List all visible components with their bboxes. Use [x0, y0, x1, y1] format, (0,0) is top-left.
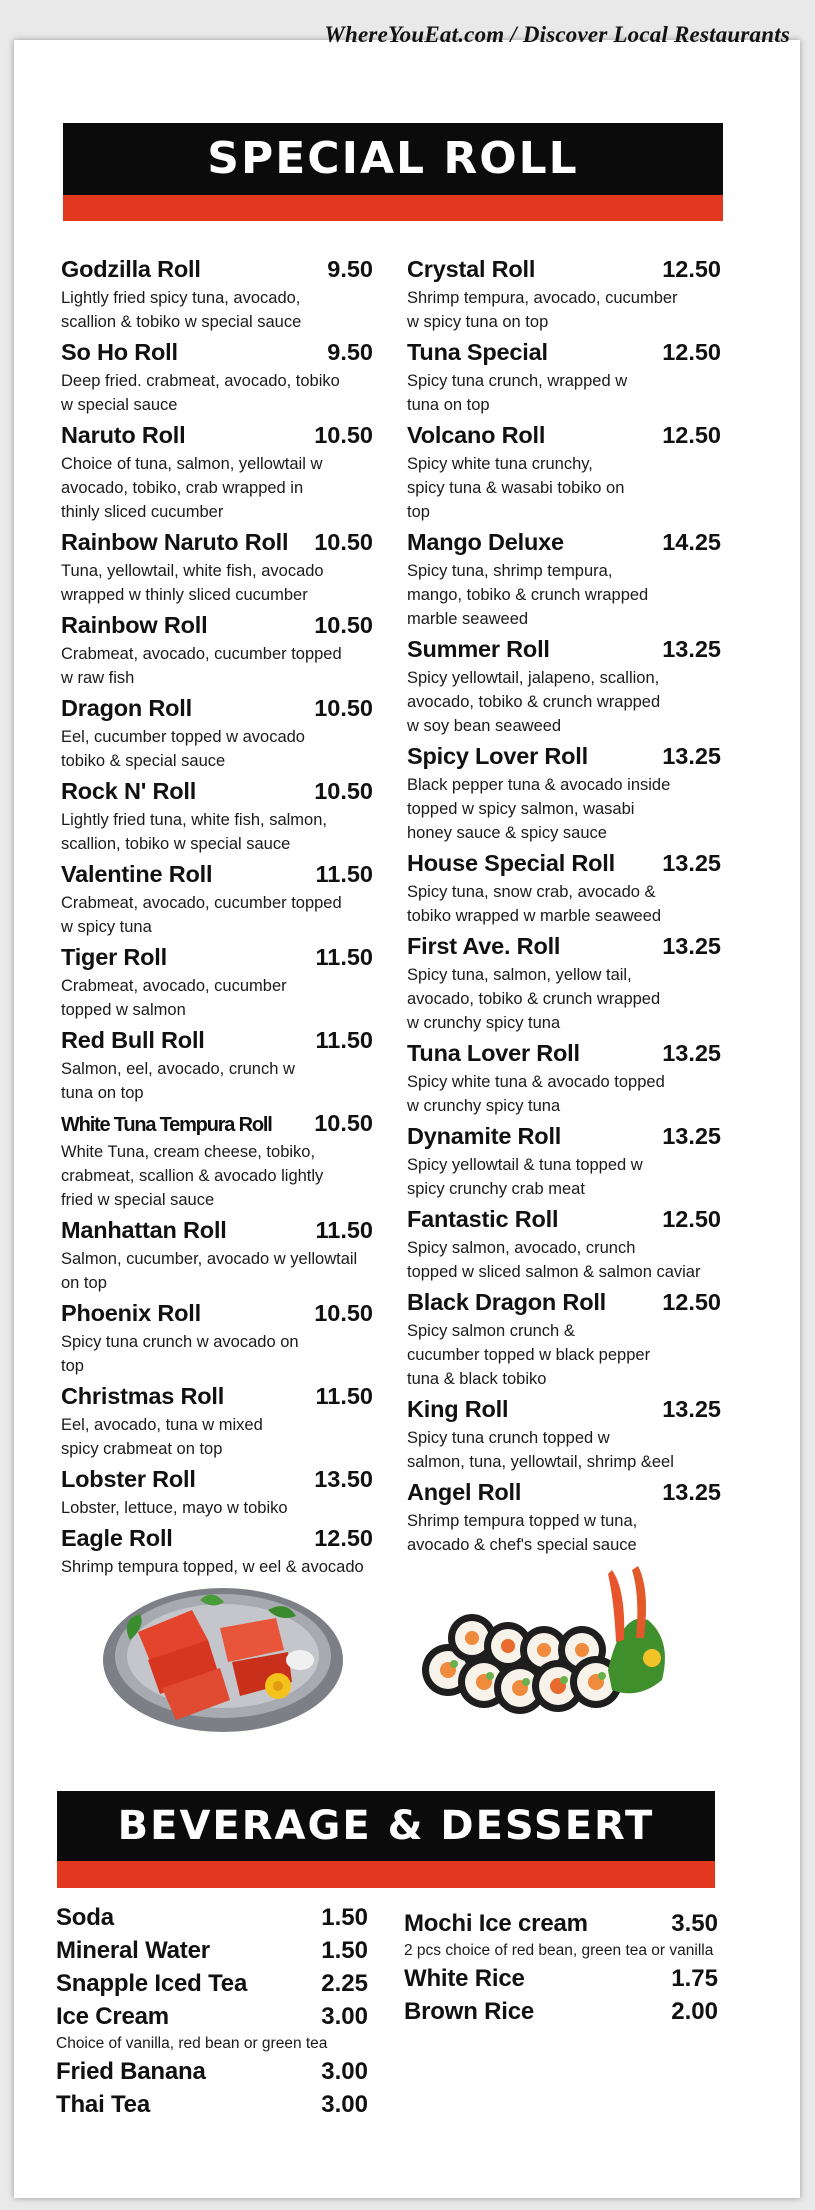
- item-description: cucumber topped w black pepper: [407, 1346, 651, 1364]
- menu-item-row: [56, 1901, 368, 1934]
- item-price: 3.00: [321, 2058, 368, 2085]
- item-description: crabmeat, scallion & avocado lightly: [61, 1167, 324, 1185]
- item-description: salmon, tuna, yellowtail, shrimp &eel: [407, 1453, 674, 1471]
- item-description: top: [61, 1357, 84, 1375]
- item-name: Angel Roll: [407, 1479, 522, 1505]
- item-name: Rock N' Roll: [61, 778, 197, 804]
- item-price: 13.25: [662, 636, 721, 662]
- menu-item: [61, 691, 373, 773]
- menu-item: [61, 857, 373, 939]
- menu-item: [407, 1202, 721, 1284]
- menu-item: [407, 1475, 721, 1557]
- menu-item-row: [61, 857, 373, 891]
- menu-item: [61, 1023, 373, 1105]
- menu-item-row: [61, 1023, 373, 1057]
- item-description: Spicy salmon, avocado, crunch: [407, 1239, 636, 1257]
- item-price: 11.50: [315, 861, 373, 887]
- menu-item-row: [61, 1462, 373, 1496]
- item-description: Lightly fried tuna, white fish, salmon,: [61, 811, 327, 829]
- item-name: White Tuna Tempura Roll: [61, 1114, 272, 1136]
- menu-item: [407, 739, 721, 845]
- menu-item-row: [61, 691, 373, 725]
- item-price: 3.00: [321, 2091, 368, 2118]
- item-name: Thai Tea: [56, 2091, 150, 2118]
- special-roll-title: SPECIAL ROLL: [63, 123, 723, 195]
- item-description: Salmon, eel, avocado, crunch w: [61, 1060, 295, 1078]
- item-name: Mineral Water: [56, 1937, 210, 1964]
- item-description: Lightly fried spicy tuna, avocado,: [61, 289, 301, 307]
- menu-item-row: [407, 846, 721, 880]
- menu-item-row: [404, 1995, 718, 2028]
- item-name: Brown Rice: [404, 1998, 535, 2025]
- item-description: Shrimp tempura topped w tuna,: [407, 1512, 638, 1530]
- item-price: 12.50: [662, 339, 721, 365]
- item-price: 10.50: [314, 1110, 373, 1136]
- item-price: 10.50: [314, 1300, 373, 1326]
- menu-item-row: [407, 1202, 721, 1236]
- menu-item-row: [407, 1119, 721, 1153]
- item-name: Black Dragon Roll: [407, 1289, 607, 1315]
- menu-item-row: [407, 929, 721, 963]
- menu-item: [407, 929, 721, 1035]
- menu-item-row: [407, 739, 721, 773]
- item-price: 1.50: [321, 1904, 368, 1931]
- menu-item: [407, 1392, 721, 1474]
- item-description: Shrimp tempura, avocado, cucumber: [407, 289, 678, 307]
- menu-item: [61, 252, 373, 334]
- menu-item: [404, 1907, 718, 1962]
- menu-item: [61, 1379, 373, 1461]
- item-description: w soy bean seaweed: [407, 717, 562, 735]
- menu-item-row: [61, 940, 373, 974]
- item-description: scallion & tobiko w special sauce: [61, 313, 302, 331]
- item-description: avocado & chef's special sauce: [407, 1536, 637, 1554]
- item-description: topped w spicy salmon, wasabi: [407, 800, 635, 818]
- item-description: Spicy salmon crunch &: [407, 1322, 575, 1340]
- item-price: 13.50: [314, 1466, 373, 1492]
- menu-item: [61, 1213, 373, 1295]
- menu-item: [56, 2000, 368, 2055]
- menu-item-row: [61, 418, 373, 452]
- menu-item-row: [56, 1967, 368, 2000]
- menu-item-row: [407, 335, 721, 369]
- item-name: Rainbow Roll: [61, 612, 208, 638]
- item-description: Spicy white tuna crunchy,: [407, 455, 593, 473]
- item-name: Valentine Roll: [61, 861, 213, 887]
- beverage-stripe: [57, 1861, 715, 1888]
- item-description: Spicy tuna, shrimp tempura,: [407, 562, 613, 580]
- item-price: 11.50: [315, 944, 373, 970]
- item-description: Spicy tuna crunch, wrapped w: [407, 372, 628, 390]
- menu-item: [61, 418, 373, 524]
- item-price: 12.50: [662, 256, 721, 282]
- item-description: tuna & black tobiko: [407, 1370, 547, 1388]
- item-name: Red Bull Roll: [61, 1027, 205, 1053]
- item-price: 2.25: [321, 1970, 368, 1997]
- item-price: 3.00: [321, 2003, 368, 2030]
- item-price: 11.50: [315, 1027, 373, 1053]
- item-price: 13.25: [662, 933, 721, 959]
- beverage-left-column: [56, 1901, 368, 2121]
- menu-item-row: [61, 774, 373, 808]
- item-description: spicy tuna & wasabi tobiko on: [407, 479, 625, 497]
- item-name: Tuna Special: [407, 339, 548, 365]
- menu-item: [56, 1967, 368, 2000]
- menu-item-row: [404, 1907, 718, 1940]
- item-description: Tuna, yellowtail, white fish, avocado: [61, 562, 324, 580]
- item-description: thinly sliced cucumber: [61, 503, 224, 521]
- item-description: Black pepper tuna & avocado inside: [407, 776, 671, 794]
- item-price: 11.50: [315, 1217, 373, 1243]
- item-description: Spicy yellowtail, jalapeno, scallion,: [407, 669, 660, 687]
- item-name: Godzilla Roll: [61, 256, 201, 282]
- item-name: Eagle Roll: [61, 1525, 173, 1551]
- beverage-right-column: [404, 1907, 718, 2028]
- item-description: marble seaweed: [407, 610, 529, 628]
- item-description: top: [407, 503, 430, 521]
- item-description: topped w salmon: [61, 1001, 186, 1019]
- item-description: avocado, tobiko & crunch wrapped: [407, 990, 661, 1008]
- menu-item: [61, 1106, 373, 1212]
- item-description: w spicy tuna: [61, 918, 152, 936]
- menu-item-row: [407, 1036, 721, 1070]
- menu-item-row: [61, 525, 373, 559]
- item-description: topped w sliced salmon & salmon caviar: [407, 1263, 701, 1281]
- item-price: 13.25: [662, 1396, 721, 1422]
- menu-item-row: [61, 252, 373, 286]
- item-price: 13.25: [662, 1479, 721, 1505]
- item-description: w spicy tuna on top: [407, 313, 549, 331]
- menu-item-row: [56, 2055, 368, 2088]
- menu-item-row: [61, 1379, 373, 1413]
- item-name: Ice Cream: [56, 2003, 169, 2030]
- item-name: Fantastic Roll: [407, 1206, 559, 1232]
- item-description: Choice of tuna, salmon, yellowtail w: [61, 455, 323, 473]
- menu-item-row: [56, 1934, 368, 1967]
- menu-item: [407, 632, 721, 738]
- item-name: So Ho Roll: [61, 339, 178, 365]
- menu-item: [407, 1119, 721, 1201]
- item-price: 13.25: [662, 1123, 721, 1149]
- beverage-banner: [57, 1791, 715, 1888]
- item-price: 10.50: [314, 529, 373, 555]
- menu-item: [407, 418, 721, 524]
- menu-item-row: [407, 418, 721, 452]
- item-name: First Ave. Roll: [407, 933, 561, 959]
- item-description: Eel, cucumber topped w avocado: [61, 728, 305, 746]
- menu-item-row: [61, 1521, 373, 1555]
- item-name: Dragon Roll: [61, 695, 192, 721]
- item-name: Tuna Lover Roll: [407, 1040, 580, 1066]
- item-name: Summer Roll: [407, 636, 550, 662]
- item-description: Spicy white tuna & avocado topped: [407, 1073, 665, 1091]
- item-description: spicy crunchy crab meat: [407, 1180, 585, 1198]
- item-name: Fried Banana: [56, 2058, 206, 2085]
- item-description: White Tuna, cream cheese, tobiko,: [61, 1143, 316, 1161]
- item-price: 9.50: [327, 256, 373, 282]
- item-description: Spicy tuna crunch w avocado on: [61, 1333, 299, 1351]
- menu-item: [404, 1962, 718, 1995]
- menu-item-row: [407, 525, 721, 559]
- menu-item: [407, 846, 721, 928]
- item-description: fried w special sauce: [61, 1191, 215, 1209]
- item-description: spicy crabmeat on top: [61, 1440, 223, 1458]
- item-description: Salmon, cucumber, avocado w yellowtail: [61, 1250, 358, 1268]
- site-header: WhereYouEat.com / Discover Local Restaurants: [324, 22, 790, 47]
- item-name: Mango Deluxe: [407, 529, 564, 555]
- menu-item: [56, 2055, 368, 2088]
- item-description: Choice of vanilla, red bean or green tea: [56, 2035, 328, 2052]
- menu-item-row: [407, 1475, 721, 1509]
- item-description: scallion, tobiko w special sauce: [61, 835, 291, 853]
- item-price: 12.50: [314, 1525, 373, 1551]
- item-name: Crystal Roll: [407, 256, 536, 282]
- item-description: wrapped w thinly sliced cucumber: [61, 586, 308, 604]
- item-price: 1.50: [321, 1937, 368, 1964]
- menu-item-row: [407, 1285, 721, 1319]
- item-description: Spicy tuna, salmon, yellow tail,: [407, 966, 632, 984]
- item-name: Rainbow Naruto Roll: [61, 529, 289, 555]
- menu-item: [404, 1995, 718, 2028]
- menu-item-row: [56, 2088, 368, 2121]
- rolls-left-column: [61, 252, 373, 1580]
- item-description: avocado, tobiko & crunch wrapped: [407, 693, 661, 711]
- item-description: avocado, tobiko, crab wrapped in: [61, 479, 304, 497]
- item-price: 13.25: [662, 1040, 721, 1066]
- item-description: tobiko & special sauce: [61, 752, 226, 770]
- item-description: Spicy yellowtail & tuna topped w: [407, 1156, 643, 1174]
- item-description: tuna on top: [407, 396, 490, 414]
- item-description: Deep fried. crabmeat, avocado, tobiko: [61, 372, 340, 390]
- item-price: 12.50: [662, 1206, 721, 1232]
- menu-item: [61, 940, 373, 1022]
- item-description: Crabmeat, avocado, cucumber topped: [61, 645, 342, 663]
- item-price: 14.25: [662, 529, 721, 555]
- item-name: Lobster Roll: [61, 1466, 196, 1492]
- item-name: Manhattan Roll: [61, 1217, 227, 1243]
- menu-item-row: [407, 632, 721, 666]
- item-price: 10.50: [314, 695, 373, 721]
- menu-item-row: [61, 335, 373, 369]
- item-description: Shrimp tempura topped, w eel & avocado: [61, 1558, 364, 1576]
- item-description: w crunchy spicy tuna: [407, 1097, 561, 1115]
- item-description: Spicy tuna crunch topped w: [407, 1429, 610, 1447]
- menu-item: [407, 525, 721, 631]
- item-name: Christmas Roll: [61, 1383, 225, 1409]
- beverage-title: BEVERAGE & DESSERT: [57, 1791, 715, 1861]
- item-name: Mochi Ice cream: [404, 1910, 588, 1937]
- item-description: mango, tobiko & crunch wrapped: [407, 586, 649, 604]
- item-price: 10.50: [314, 612, 373, 638]
- item-description: w special sauce: [61, 396, 178, 414]
- menu-item: [61, 608, 373, 690]
- item-name: Volcano Roll: [407, 422, 546, 448]
- menu-item-row: [61, 1213, 373, 1247]
- item-description: Crabmeat, avocado, cucumber: [61, 977, 287, 995]
- item-price: 9.50: [327, 339, 373, 365]
- item-name: White Rice: [404, 1965, 525, 1992]
- item-price: 10.50: [314, 422, 373, 448]
- item-price: 13.25: [662, 850, 721, 876]
- item-name: Phoenix Roll: [61, 1300, 201, 1326]
- menu-item-row: [407, 252, 721, 286]
- item-description: honey sauce & spicy sauce: [407, 824, 607, 842]
- special-roll-stripe: [63, 195, 723, 221]
- menu-item-row: [61, 1296, 373, 1330]
- item-name: Dynamite Roll: [407, 1123, 562, 1149]
- menu-item: [407, 1036, 721, 1118]
- item-price: 10.50: [314, 778, 373, 804]
- item-price: 13.25: [662, 743, 721, 769]
- menu-item: [61, 1462, 373, 1520]
- menu-item: [407, 252, 721, 334]
- item-name: Naruto Roll: [61, 422, 186, 448]
- item-name: King Roll: [407, 1396, 509, 1422]
- menu-item: [407, 1285, 721, 1391]
- item-description: Crabmeat, avocado, cucumber topped: [61, 894, 342, 912]
- menu-item: [61, 1296, 373, 1378]
- menu-item: [56, 1934, 368, 1967]
- menu-item-row: [61, 1106, 373, 1140]
- sashimi-plate-photo: [100, 1570, 346, 1740]
- item-description: w crunchy spicy tuna: [407, 1014, 561, 1032]
- menu-item-row: [56, 2000, 368, 2033]
- sushi-rolls-photo: [412, 1550, 684, 1730]
- menu-item: [407, 335, 721, 417]
- menu-item: [56, 2088, 368, 2121]
- item-name: House Special Roll: [407, 850, 615, 876]
- item-description: tobiko wrapped w marble seaweed: [407, 907, 662, 925]
- item-name: Spicy Lover Roll: [407, 743, 588, 769]
- rolls-right-column: [407, 252, 721, 1558]
- item-description: 2 pcs choice of red bean, green tea or vanilla: [404, 1942, 714, 1959]
- item-price: 11.50: [315, 1383, 373, 1409]
- menu-item: [61, 774, 373, 856]
- item-name: Tiger Roll: [61, 944, 167, 970]
- item-description: Spicy tuna, snow crab, avocado &: [407, 883, 656, 901]
- item-price: 2.00: [671, 1998, 718, 2025]
- item-price: 1.75: [671, 1965, 718, 1992]
- item-description: Eel, avocado, tuna w mixed: [61, 1416, 263, 1434]
- menu-item: [61, 525, 373, 607]
- menu-item-row: [404, 1962, 718, 1995]
- item-description: tuna on top: [61, 1084, 144, 1102]
- menu-item-row: [61, 608, 373, 642]
- item-price: 12.50: [662, 1289, 721, 1315]
- item-description: Lobster, lettuce, mayo w tobiko: [61, 1499, 288, 1517]
- item-name: Snapple Iced Tea: [56, 1970, 248, 1997]
- menu-item: [56, 1901, 368, 1934]
- menu-item-row: [407, 1392, 721, 1426]
- item-price: 3.50: [671, 1910, 718, 1937]
- special-roll-banner: [63, 123, 723, 221]
- item-name: Soda: [56, 1904, 114, 1931]
- menu-item: [61, 335, 373, 417]
- item-price: 12.50: [662, 422, 721, 448]
- item-description: on top: [61, 1274, 107, 1292]
- item-description: w raw fish: [61, 669, 135, 687]
